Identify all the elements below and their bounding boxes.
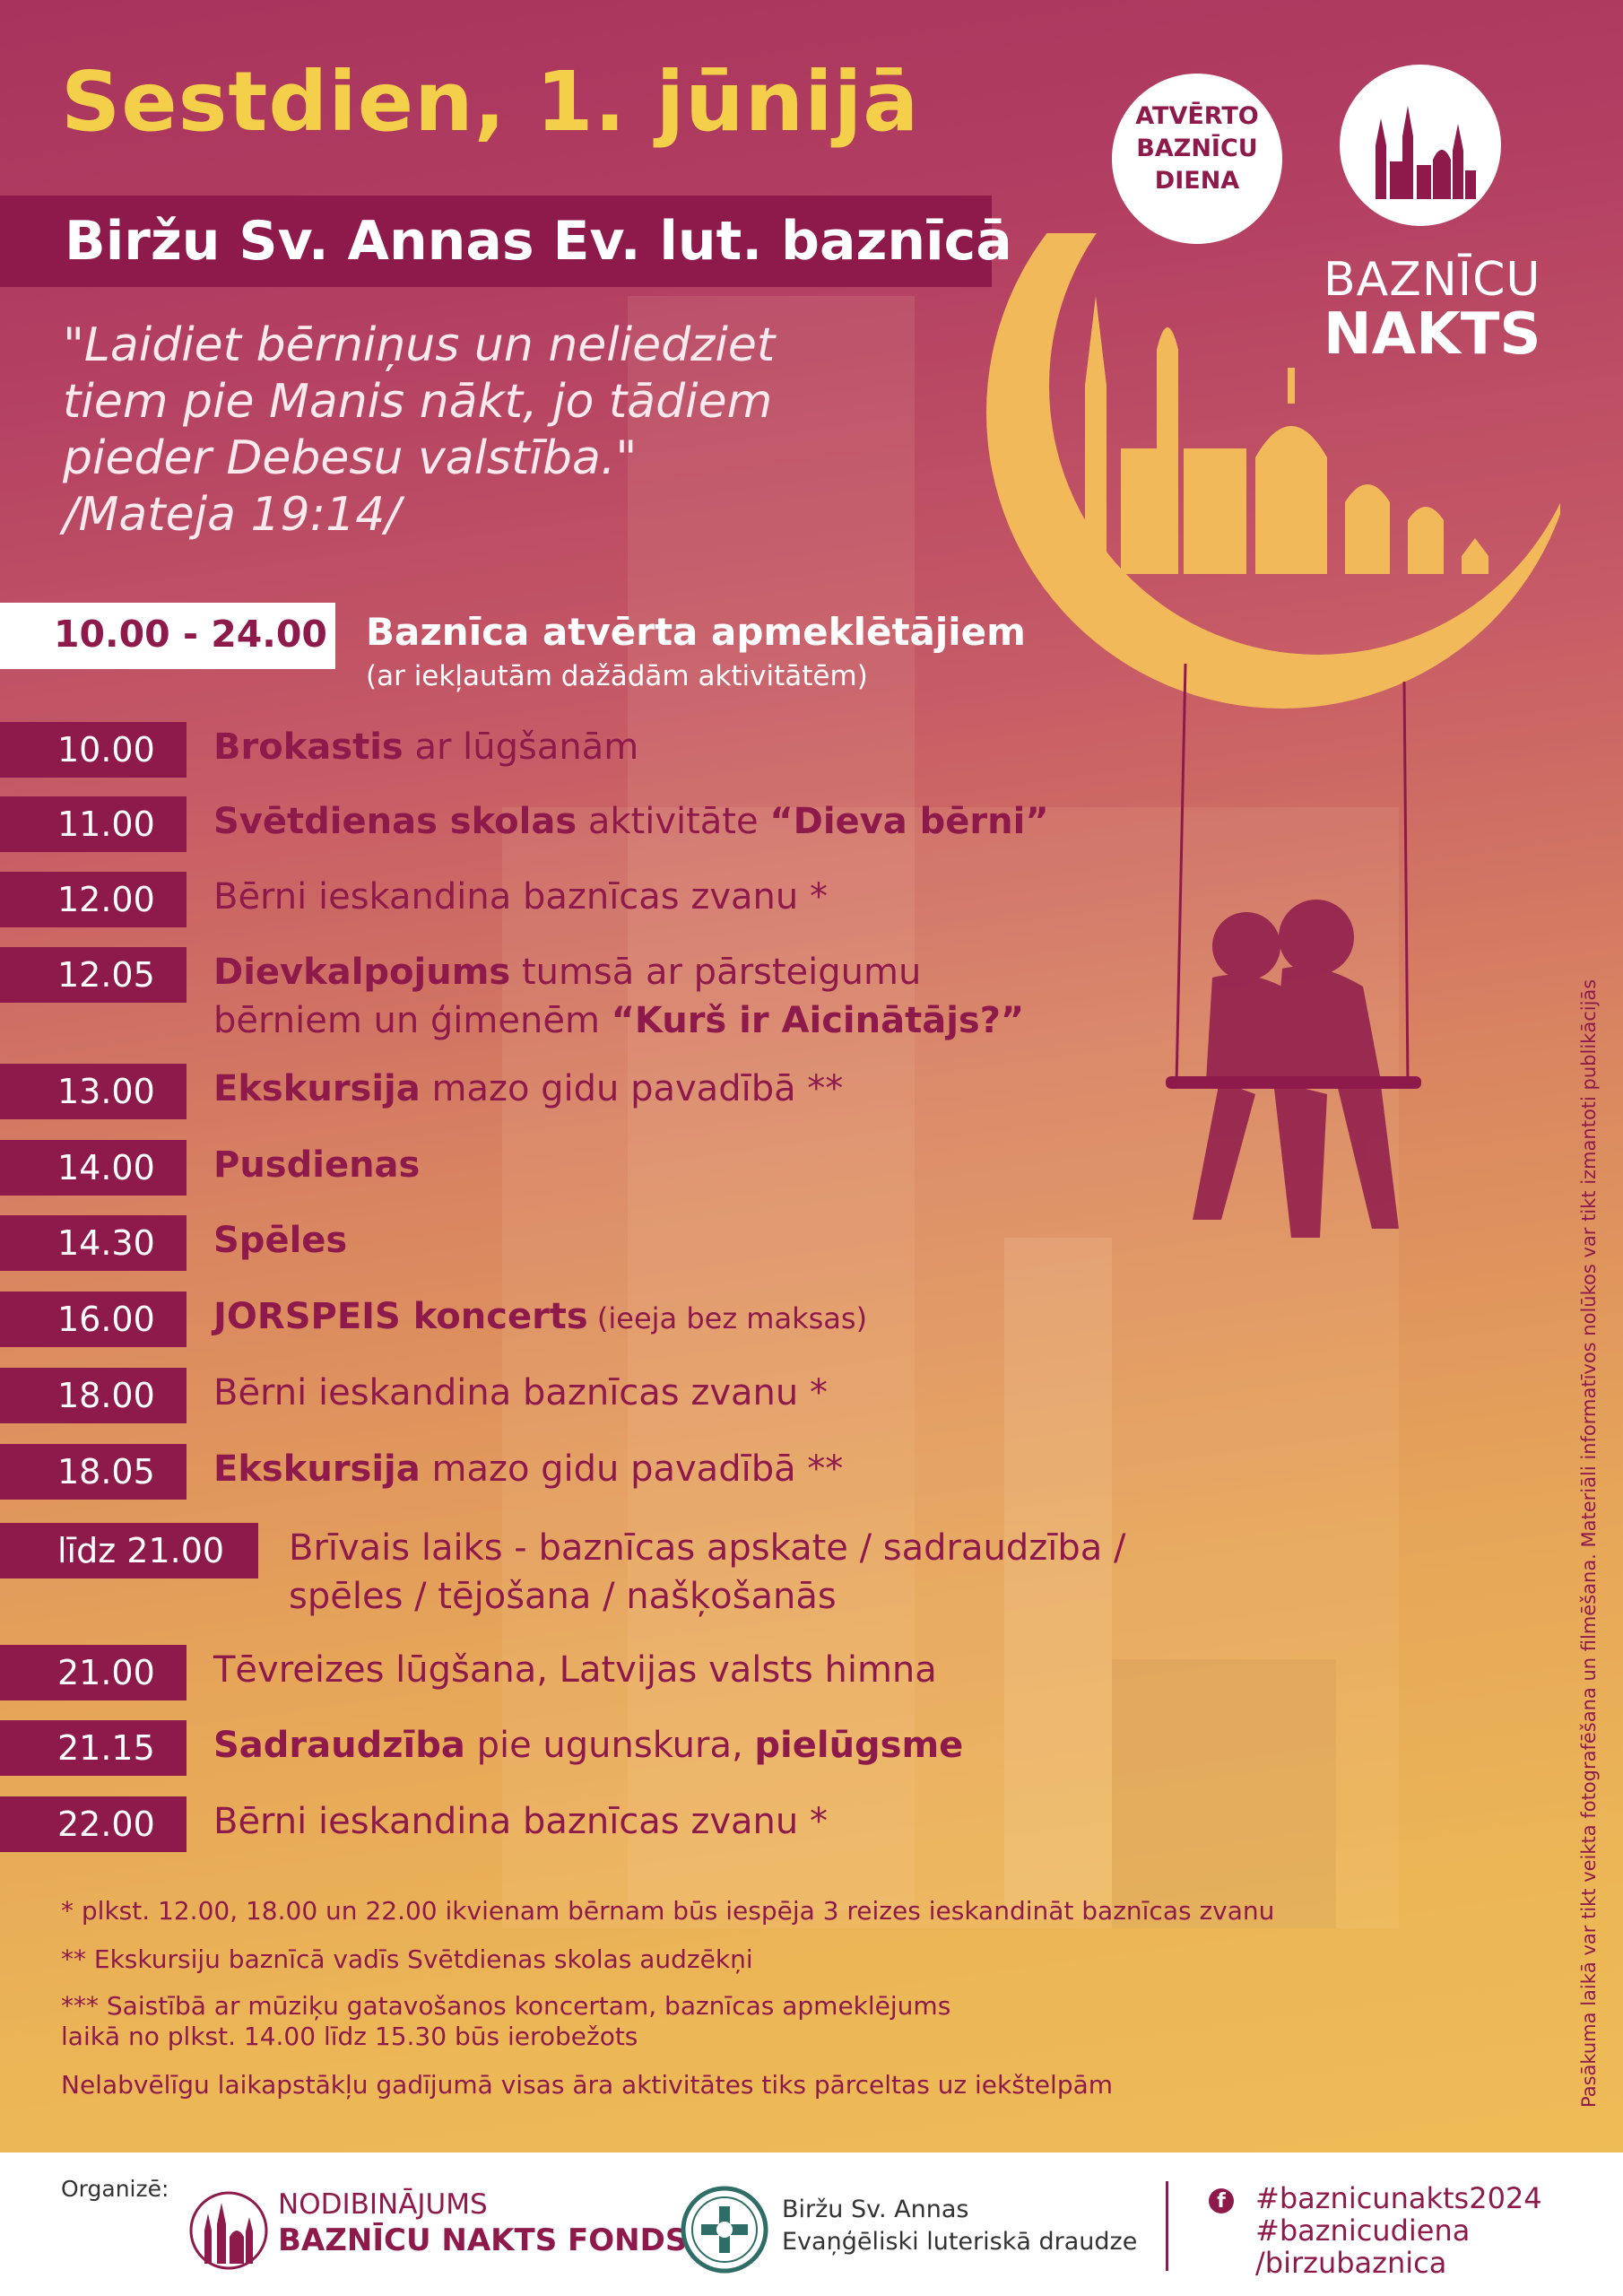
- event-title: Sadraudzība pie ugunskura, pielūgsme: [213, 1725, 964, 1766]
- quote-line: pieder Debesu valstība.": [63, 431, 638, 485]
- footnote: laikā no plkst. 14.00 līdz 15.30 būs ierobežots: [61, 2022, 638, 2051]
- opening-title: Baznīca atvērta apmeklētājiem: [366, 610, 1026, 654]
- facebook-page-link[interactable]: /birzubaznica: [1255, 2246, 1447, 2280]
- church-subtitle: Biržu Sv. Annas Ev. lut. baznīcā: [65, 210, 1012, 273]
- org1-line2: BAZNĪCU NAKTS FONDS: [278, 2222, 688, 2258]
- swing-rope-left: [1176, 664, 1185, 1085]
- event-title: Bērni ieskandina baznīcas zvanu *: [213, 876, 828, 918]
- event-time: 21.00: [57, 1653, 155, 1692]
- event-title: Tēvreizes lūgšana, Latvijas valsts himna: [213, 1649, 937, 1691]
- event-time: 13.00: [57, 1072, 155, 1111]
- event-time: 18.05: [57, 1452, 155, 1492]
- footnote: ** Ekskursiju baznīcā vadīs Svētdienas skolas audzēkņi: [61, 1944, 753, 1974]
- event-title: Svētdienas skolas aktivitāte “Dieva bērni”: [213, 801, 1049, 842]
- children-silhouette-shape: [1193, 900, 1399, 1238]
- quote-line: tiem pie Manis nākt, jo tādiem: [63, 375, 773, 429]
- event-time: 21.15: [57, 1728, 155, 1768]
- org2-line2: Evaņģēliski luteriskā draudze: [782, 2228, 1138, 2256]
- bible-quote: [63, 317, 888, 544]
- event-time: 18.00: [57, 1376, 155, 1415]
- footnote: Nelabvēlīgu laikapstākļu gadījumā visas āra aktivitātes tiks pārceltas uz iekštelpām: [61, 2070, 1114, 2100]
- event-time: 22.00: [57, 1805, 155, 1844]
- event-time: 11.00: [57, 804, 155, 844]
- event-time: 14.30: [57, 1223, 155, 1263]
- event-title-line2: bērniem un ģimenēm “Kurš ir Aicinātājs?”: [213, 1000, 1025, 1041]
- event-time: 16.00: [57, 1300, 155, 1339]
- org2-line1: Biržu Sv. Annas: [782, 2196, 969, 2223]
- facebook-icon[interactable]: f: [1209, 2188, 1234, 2213]
- moon-swing-illustration: [986, 233, 1560, 1256]
- event-title: Ekskursija mazo gidu pavadībā **: [213, 1068, 844, 1109]
- event-time: 12.00: [57, 880, 155, 919]
- event-title: Dievkalpojums tumsā ar pārsteigumu: [213, 952, 922, 993]
- event-title: Bērni ieskandina baznīcas zvanu *: [213, 1801, 828, 1842]
- baznicu-nakts-fonds-logo-icon: [188, 2181, 269, 2271]
- hashtag[interactable]: #baznicudiena: [1255, 2213, 1471, 2248]
- event-time: līdz 21.00: [57, 1531, 225, 1570]
- page-title: Sestdien, 1. jūnijā: [61, 54, 920, 150]
- event-time: 12.05: [57, 955, 155, 995]
- organize-label: Organizē:: [61, 2176, 169, 2202]
- quote-line: "Laidiet bērniņus un neliedziet: [63, 318, 776, 372]
- opening-subtitle: (ar iekļautām dažādām aktivitātēm): [366, 660, 868, 692]
- badge-line: DIENA: [1154, 167, 1240, 195]
- event-title: Bērni ieskandina baznīcas zvanu *: [213, 1372, 828, 1413]
- quote-line: /Mateja 19:14/: [63, 488, 401, 542]
- church-skyline-icon: [1340, 65, 1501, 226]
- badge-line: BAZNĪCU: [1136, 135, 1258, 162]
- church-column-shape: [1004, 1238, 1112, 1919]
- photo-disclaimer: Pasākuma laikā var tikt veikta fotografēšana un filmēšana. Materiāli informatīvos nolūkos var tikt izmantoti publikācijās: [1578, 978, 1600, 2108]
- event-title: Spēles: [213, 1220, 348, 1261]
- footnote: * plkst. 12.00, 18.00 un 22.00 ikvienam bērnam būs iespēja 3 reizes ieskandināt baznīcas zvanu: [61, 1896, 1275, 1926]
- badge-line: ATVĒRTO: [1135, 102, 1259, 130]
- stone-wall-shape: [1112, 1659, 1336, 1928]
- opening-time: 10.00 - 24.00: [54, 613, 327, 656]
- event-title: Brokastis ar lūgšanām: [213, 726, 639, 768]
- event-time: 10.00: [57, 730, 155, 770]
- event-title: Pusdienas: [213, 1144, 421, 1186]
- birzu-parish-emblem-icon: [680, 2185, 769, 2274]
- event-title: Ekskursija mazo gidu pavadībā **: [213, 1448, 844, 1490]
- event-title: Brīvais laiks - baznīcas apskate / sadraudzība /: [289, 1527, 1126, 1569]
- event-time: 14.00: [57, 1148, 155, 1187]
- footer-divider: [1166, 2181, 1168, 2271]
- footnote: *** Saistībā ar mūziķu gatavošanos koncertam, baznīcas apmeklējums: [61, 1991, 951, 2021]
- org1-line1: NODIBINĀJUMS: [278, 2188, 488, 2221]
- event-title: JORSPEIS koncerts (ieeja bez maksas): [213, 1296, 868, 1337]
- hashtag[interactable]: #baznicunakts2024: [1255, 2181, 1542, 2215]
- event-title-line2: spēles / tējošana / našķošanās: [289, 1576, 837, 1617]
- swing-rope-right: [1404, 682, 1408, 1085]
